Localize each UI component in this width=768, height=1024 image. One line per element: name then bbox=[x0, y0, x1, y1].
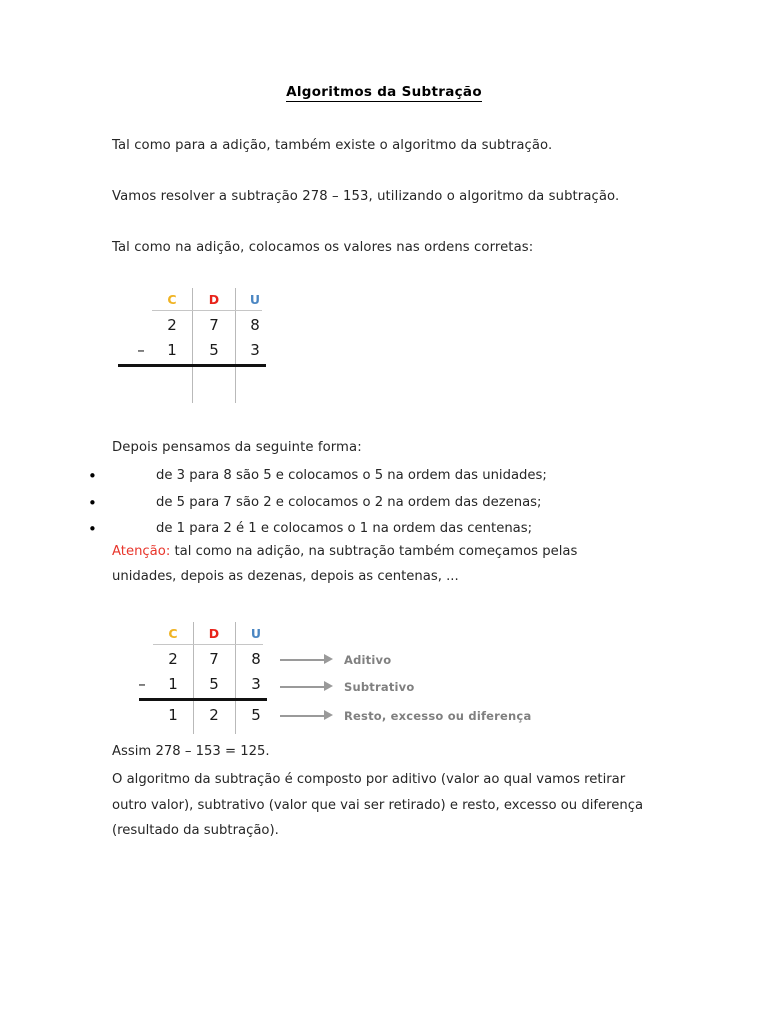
arrow-head-icon bbox=[324, 710, 333, 720]
column-separator-du bbox=[235, 288, 236, 403]
column-header-centenas: C bbox=[168, 626, 178, 641]
list-item-label: de 5 para 7 são 2 e colocamos o 2 na ordem das dezenas; bbox=[156, 494, 542, 510]
paragraph-intro-2: Vamos resolver a subtração 278 – 153, utilizando o algoritmo da subtração. bbox=[112, 189, 620, 204]
minuend-digit-dezenas: 7 bbox=[209, 650, 219, 668]
column-header-unidades: U bbox=[249, 292, 261, 307]
column-header-dezenas: D bbox=[208, 626, 220, 641]
column-separator-cd bbox=[192, 288, 193, 403]
annotation-label: Aditivo bbox=[344, 653, 392, 667]
column-separator-du bbox=[235, 622, 236, 734]
header-underline bbox=[153, 644, 263, 645]
header-underline bbox=[152, 310, 262, 311]
attention-text: tal como na adição, na subtração também começamos pelas unidades, depois as dezenas, depois as centenas, ... bbox=[112, 544, 578, 584]
result-digit-centenas: 1 bbox=[168, 706, 178, 724]
paragraph-assim: Assim 278 – 153 = 125. bbox=[112, 744, 270, 759]
arrow-head-icon bbox=[324, 654, 333, 664]
paragraph-final: O algoritmo da subtração é composto por aditivo (valor ao qual vamos retirar outro valor), subtrativo (valor que vai ser retirado) e resto, excesso ou diferença (resultado da subtração). bbox=[112, 772, 644, 838]
subtrahend-digit-unidades: 3 bbox=[250, 341, 260, 359]
paragraph-intro-1: Tal como para a adição, também existe o algoritmo da subtração. bbox=[112, 138, 553, 153]
result-digit-unidades: 5 bbox=[251, 706, 261, 724]
annotation-label: Resto, excesso ou diferença bbox=[344, 709, 532, 723]
minuend-digit-dezenas: 7 bbox=[209, 316, 219, 334]
attention-note bbox=[112, 539, 617, 589]
annotation-label: Subtrativo bbox=[344, 680, 415, 694]
column-header-centenas: C bbox=[167, 292, 177, 307]
subtrahend-digit-dezenas: 5 bbox=[209, 675, 219, 693]
list-item bbox=[0, 490, 768, 517]
arrow-head-icon bbox=[324, 681, 333, 691]
arrow-icon bbox=[280, 715, 324, 717]
paragraph-intro-3: Tal como na adição, colocamos os valores nas ordens corretas: bbox=[112, 240, 534, 255]
subtrahend-digit-unidades: 3 bbox=[251, 675, 261, 693]
subtraction-table-setup bbox=[118, 288, 418, 403]
column-header-unidades: U bbox=[250, 626, 262, 641]
subtraction-table-solved bbox=[140, 622, 560, 737]
column-separator-cd bbox=[193, 622, 194, 734]
list-item-label: de 3 para 8 são 5 e colocamos o 5 na ordem das unidades; bbox=[156, 468, 547, 483]
list-item bbox=[0, 463, 768, 490]
minuend-digit-unidades: 8 bbox=[250, 316, 260, 334]
bullet-icon: • bbox=[88, 467, 97, 485]
paragraph-depois: Depois pensamos da seguinte forma: bbox=[112, 440, 362, 455]
arrow-icon bbox=[280, 659, 324, 661]
operation-rule bbox=[139, 698, 267, 701]
arrow-icon bbox=[280, 686, 324, 688]
page-title-text: Algoritmos da Subtração bbox=[286, 84, 482, 100]
result-digit-dezenas: 2 bbox=[209, 706, 219, 724]
subtrahend-digit-centenas: 1 bbox=[167, 341, 177, 359]
attention-lead: Atenção: bbox=[112, 544, 171, 559]
steps-list bbox=[0, 463, 768, 543]
operation-rule bbox=[118, 364, 266, 367]
list-item-label: de 1 para 2 é 1 e colocamos o 1 na ordem das centenas; bbox=[156, 521, 533, 536]
minuend-digit-centenas: 2 bbox=[168, 650, 178, 668]
minuend-digit-unidades: 8 bbox=[251, 650, 261, 668]
subtrahend-digit-dezenas: 5 bbox=[209, 341, 219, 359]
minus-operator: – bbox=[138, 675, 146, 693]
column-header-dezenas: D bbox=[208, 292, 220, 307]
page-title bbox=[0, 84, 768, 100]
minuend-digit-centenas: 2 bbox=[167, 316, 177, 334]
subtrahend-digit-centenas: 1 bbox=[168, 675, 178, 693]
minus-operator: – bbox=[137, 341, 145, 359]
bullet-icon: • bbox=[88, 520, 97, 538]
bullet-icon: • bbox=[88, 493, 97, 512]
